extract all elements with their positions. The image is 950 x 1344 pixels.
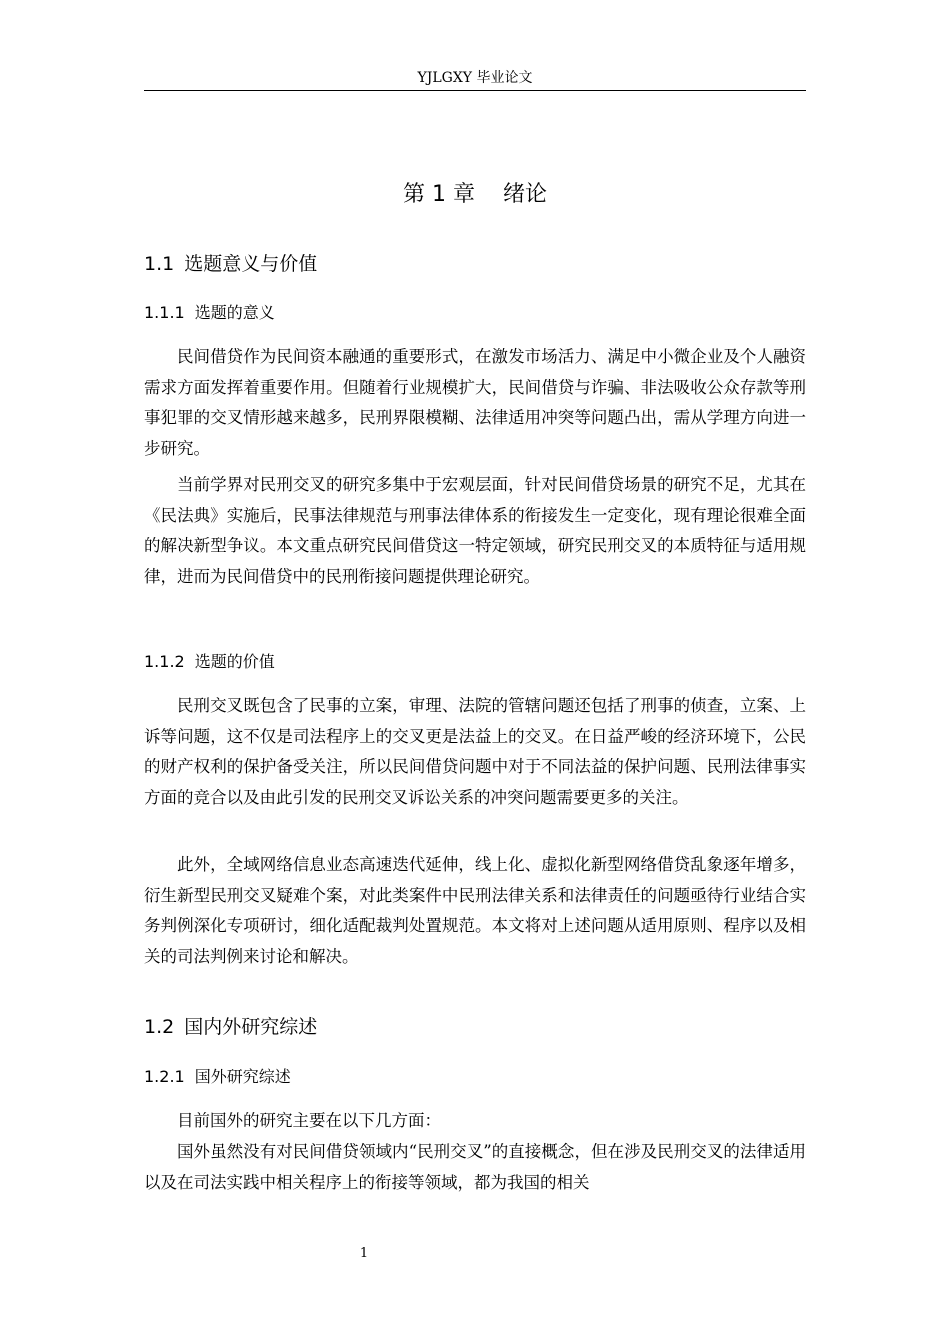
section-heading-1-1-1 — [144, 301, 275, 325]
section-number: 1.1 — [144, 253, 175, 275]
section-number: 1.1.2 — [144, 652, 185, 671]
section-title: 国外研究综述 — [194, 1067, 291, 1086]
section-number: 1.2.1 — [144, 1067, 185, 1086]
paragraph: 目前国外的研究主要在以下几方面： — [177, 1111, 441, 1130]
section-heading-1-2 — [144, 1013, 317, 1041]
page-header: YJLGXY 毕业论文 — [144, 66, 806, 91]
section-title: 选题的意义 — [194, 303, 275, 322]
page-number: 1 — [359, 1246, 369, 1261]
paragraph: 国外虽然没有对民间借贷领域内“民刑交叉”的直接概念，但在涉及民刑交叉的法律适用以及在司法实践中相关程序上的衔接等领域，都为我国的相关 — [144, 1142, 806, 1192]
section-heading-1-1 — [144, 250, 317, 278]
section-title: 选题的价值 — [194, 652, 275, 671]
section-heading-1-2-1 — [144, 1065, 291, 1089]
section-title: 国内外研究综述 — [184, 1016, 318, 1038]
chapter-title — [144, 178, 806, 212]
paragraph: 此外，全域网络信息业态高速迭代延伸，线上化、虚拟化新型网络借贷乱象逐年增多，衍生新型民刑交叉疑难个案，对此类案件中民刑法律关系和法律责任的问题亟待行业结合实务判例深化专项研讨，细化适配裁判处置规范。本文将对上述问题从适用原则、程序以及相关的司法判例来讨论和解决。 — [144, 855, 806, 966]
paragraph: 当前学界对民刑交叉的研究多集中于宏观层面，针对民间借贷场景的研究不足，尤其在《民法典》实施后，民事法律规范与刑事法律体系的衔接发生一定变化，现有理论很难全面的解决新型争议。本文重点研究民间借贷这一特定领域，研究民刑交叉的本质特征与适用规律，进而为民间借贷中的民刑衔接问题提供理论研究。 — [144, 475, 806, 586]
section-heading-1-1-2 — [144, 650, 275, 674]
paragraph: 民刑交叉既包含了民事的立案，审理、法院的管辖问题还包括了刑事的侦查，立案、上诉等问题，这不仅是司法程序上的交叉更是法益上的交叉。在日益严峻的经济环境下，公民的财产权利的保护备受关注，所以民间借贷问题中对于不同法益的保护问题、民刑法律事实方面的竞合以及由此引发的民刑交叉诉讼关系的冲突问题需要更多的关注。 — [144, 696, 806, 807]
chapter-number: 第 1 章 — [403, 182, 475, 207]
section-number: 1.1.1 — [144, 303, 185, 322]
chapter-name: 绪论 — [502, 182, 547, 207]
section-title: 选题意义与价值 — [184, 253, 318, 275]
section-number: 1.2 — [144, 1016, 175, 1038]
paragraph: 民间借贷作为民间资本融通的重要形式，在激发市场活力、满足中小微企业及个人融资需求方面发挥着重要作用。但随着行业规模扩大，民间借贷与诈骗、非法吸收公众存款等刑事犯罪的交叉情形越来越多，民刑界限模糊、法律适用冲突等问题凸出，需从学理方向进一步研究。 — [144, 347, 806, 458]
